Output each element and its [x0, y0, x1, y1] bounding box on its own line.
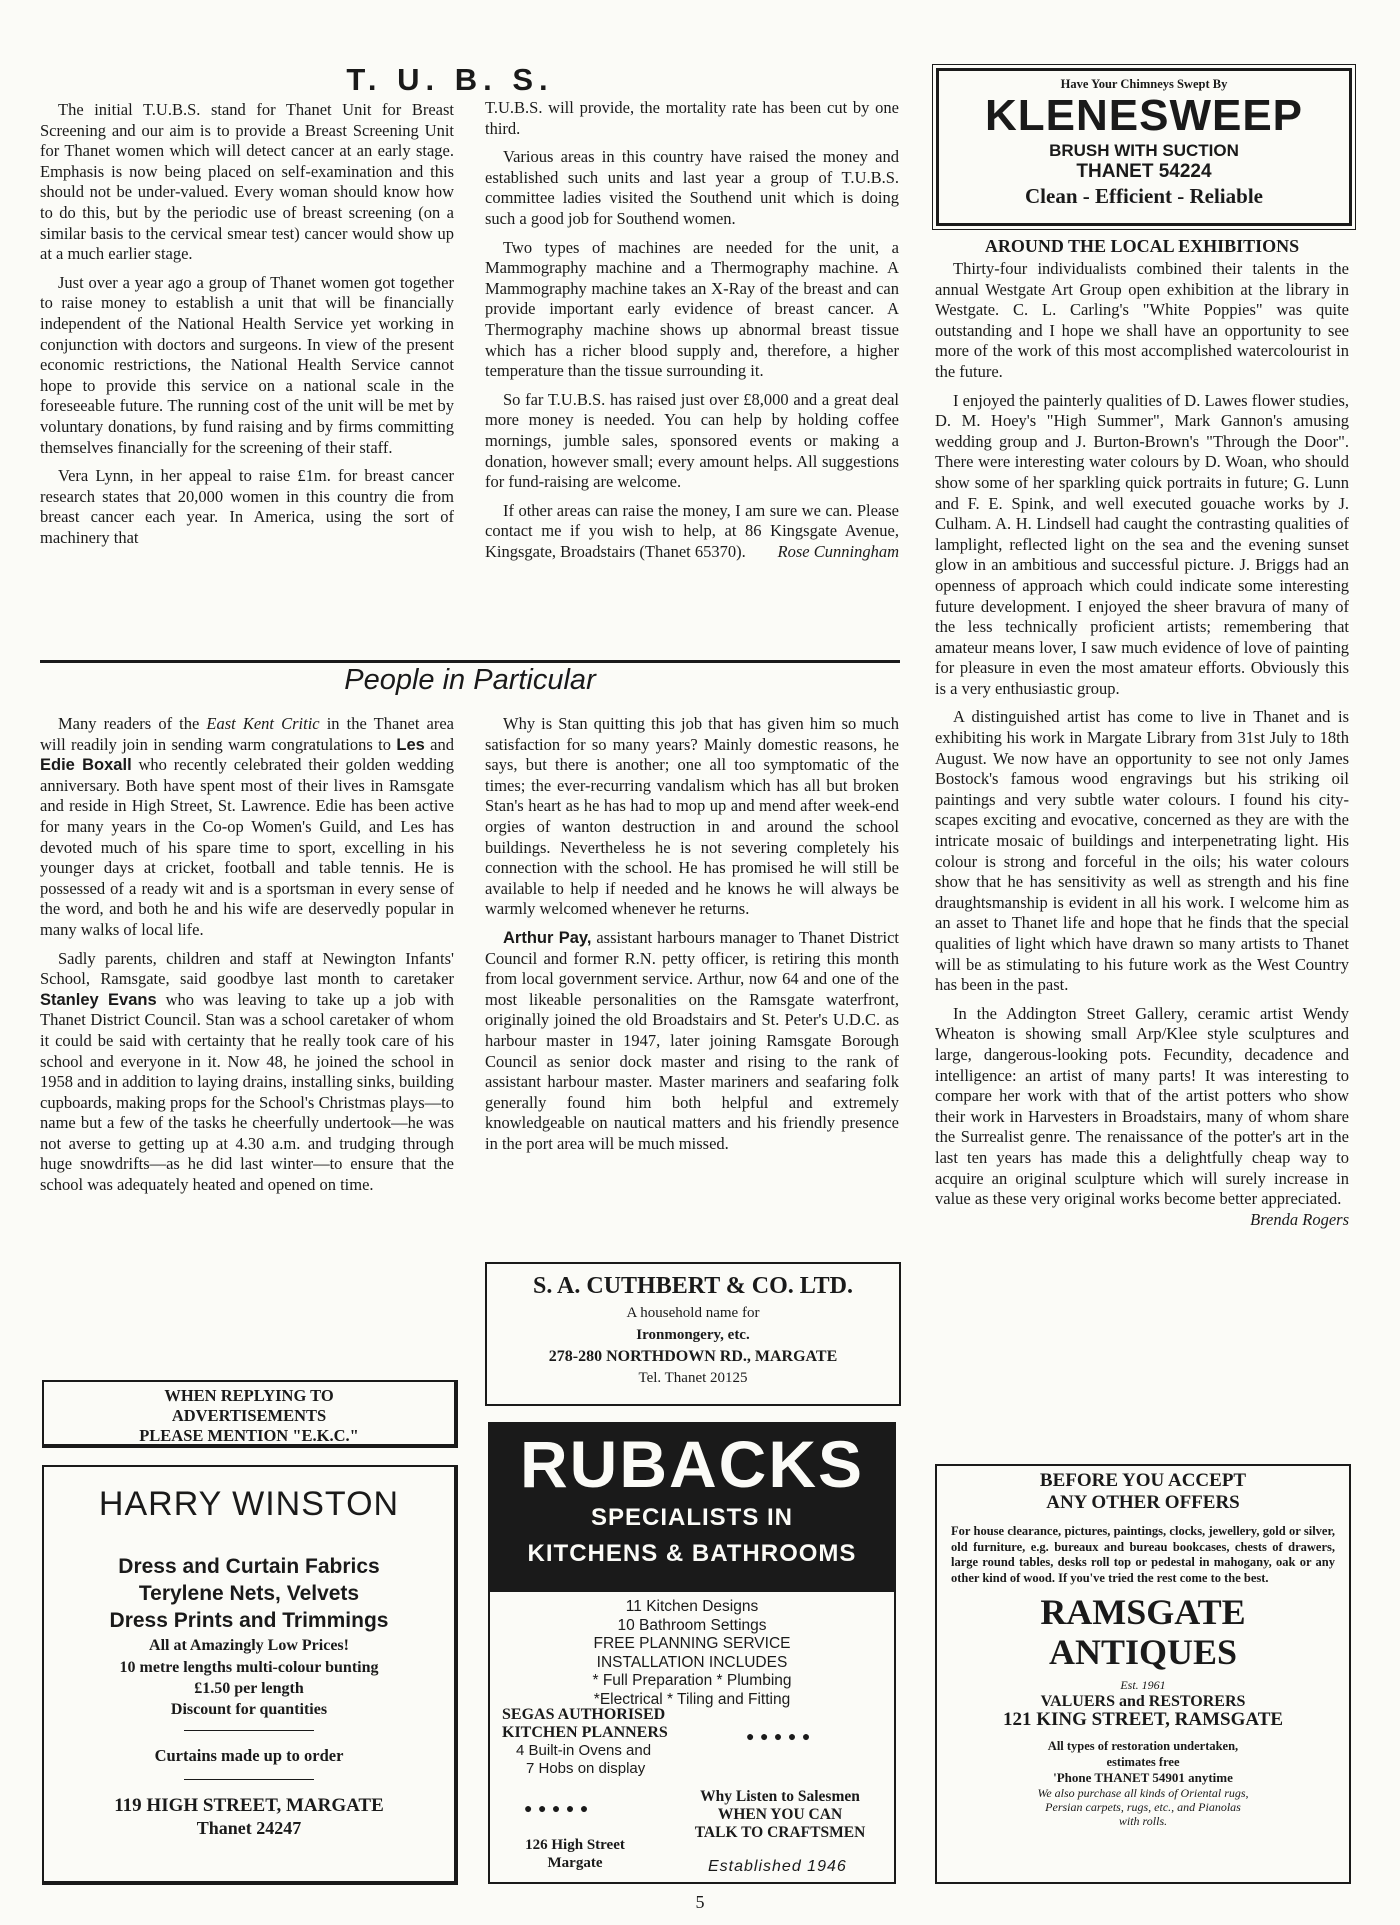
- advert-line: 278-280 NORTHDOWN RD., MARGATE: [548, 1348, 838, 1365]
- advert-line: Tel. Thanet 20125: [638, 1370, 748, 1386]
- tubs-paragraph: [485, 501, 899, 563]
- advert-line: ANY OTHER OFFERS: [1046, 1492, 1240, 1513]
- exhibitions-paragraph: A distinguished artist has come to live in Thanet and is exhibiting his work in Margate Library from 31st July to 18th August. We now have an opportunity to see not only James Bostock's famous wood engravings but his striking oil paintings and very subtle water colours. I found his city-scapes exciting and evocative, concerned as they are with the intricate mosaic of buildings and interpenetrating light. His colour is strong and forceful in the oils; his water colours show that he has sensitivity as well as strength and his fine draughtsmanship is evident in all his work. I welcome him as an asset to Thanet life and hope that he finds that the special qualities of light which have drawn so many artists to Thanet will be as stimulating to his future work as the West Country has been in the past.: [935, 707, 1349, 995]
- advert-line: Why Listen to Salesmen: [700, 1788, 860, 1805]
- advert-line: 11 Kitchen Designs: [625, 1598, 759, 1615]
- people-column-1: [40, 714, 454, 1204]
- advert-brand: S. A. CUTHBERT & CO. LTD.: [533, 1273, 853, 1299]
- advert-line: KITCHENS & BATHROOMS: [527, 1540, 857, 1567]
- advert-line: Margate: [547, 1855, 603, 1871]
- advert-line: Est. 1961: [1120, 1678, 1166, 1692]
- tubs-paragraph: Vera Lynn, in her appeal to raise £1m. for breast cancer research states that 20,000 women in this country die from breast cancer each year. In America, using the sort of machinery that: [40, 466, 454, 547]
- advert-rule: [184, 1779, 314, 1794]
- advert-line: * Full Preparation * Plumbing: [592, 1672, 792, 1689]
- advert-line: Dress and Curtain Fabrics: [118, 1555, 380, 1578]
- tubs-column-2: [485, 98, 899, 570]
- advert-line: All types of restoration undertaken,: [1047, 1739, 1239, 1753]
- advert-line: Discount for quantities: [170, 1701, 328, 1718]
- text-run: assistant harbours manager to Thanet District Council and former R.N. petty officer, is retiring this month from local government service. Arthur, now 64 and one of the most likeable personalities on the Ramsgate waterfront, originally joined the old Broadstairs and St. Peter's U.D.C. as harbour master in 1947, later joining Ramsgate Borough Council as senior dock master and rising to the rank of assistant harbour master. Master mariners and seafaring folk generally found him both helpful and extremely knowledgeable on nautical matters and his friendly presence in the port area will be much missed.: [485, 927, 899, 1153]
- tubs-paragraph: Two types of machines are needed for the unit, a Mammography machine and a Thermography machine. A Mammography machine takes an X-Ray of the breast and can provide important early evidence of breast cancer. A Thermography machine shows up abnormal breast tissue which has a richer blood supply and, therefore, a higher temperature than the tissue surrounding it.: [485, 237, 899, 381]
- exhibitions-paragraph: I enjoyed the painterly qualities of D. Lawes flower studies, D. M. Hoey's "High Summer", Mark Gannon's amusing wedding group and J. Burton-Brown's "Through the Door". There were interesting water colours by D. Woan, who should show some of her sparkling quick portraits in future; G. Lunn and F. E. Spink, and well executed gouache works by J. Culham. A. H. Lindsell had caught the contrasting qualities of lamplight, reflected light on the sea and the evening sunset glow in an ambitious and successful picture. J. Briggs had an openness of approach which could indicate some interesting future development. I enjoyed the sheer bravura of many of the less technically proficient artists; remembering that amateur means lover, I saw much evidence of love of painting for pleasure in even the most amateur efforts. Obviously this is a very enthusiastic group.: [935, 390, 1349, 698]
- tubs-paragraph: Various areas in this country have raised the money and established such units and last year a group of T.U.B.S. committee ladies visited the Southend unit which is doing such a good job for Southend women.: [485, 147, 899, 228]
- advert-line: estimates free: [1106, 1755, 1180, 1769]
- rubacks-address: [500, 1836, 650, 1872]
- advert-line: KITCHEN PLANNERS: [502, 1724, 668, 1741]
- spacer: [44, 1525, 454, 1553]
- tubs-column-1: [40, 100, 454, 556]
- advert-line: Thanet 24247: [196, 1818, 302, 1838]
- advert-line: Dress Prints and Trimmings: [109, 1609, 389, 1632]
- exhibitions-column: [935, 236, 1349, 1230]
- text-run: Many readers of the: [58, 714, 207, 733]
- advert-line: We also purchase all kinds of Oriental rugs,: [1037, 1786, 1249, 1800]
- text-run: who was leaving to take up a job with Thanet District Council. Stan was a school caretaker of whom it could be said with certainty that he really took care of his school and everyone in it. Now 48, he joined the school in 1958 and in addition to laying drains, installing sinks, building cupboards, making props for the School's Christmas plays—to name but a few of the tasks he cheerfully undertook—he was not averse to getting up at 4.30 a.m. and trudging through huge snowdrifts—as he did last winter—to ensure that the school was adequately heated and opened on time.: [40, 989, 454, 1195]
- advert-line: TALK TO CRAFTSMEN: [694, 1824, 866, 1841]
- advert-line: Clean - Efficient - Reliable: [1025, 184, 1263, 208]
- advert-line: 4 Built-in Ovens and: [516, 1742, 652, 1759]
- person-name: Arthur Pay,: [503, 928, 592, 947]
- kleensweep-advert: [936, 68, 1352, 226]
- advert-line: Curtains made up to order: [154, 1746, 344, 1765]
- text-run: in the Thanet area will readily join in sending warm congratulations to: [40, 714, 454, 754]
- rubacks-segas-block: [502, 1706, 722, 1778]
- text-run: In the Addington Street Gallery, ceramic artist Wendy Wheaton is showing small Arp/Klee style sculptures and large, dangerous-looking pots. Fecundity, decadence and intelligence: an artist of many parts! It was interesting to compare her work with that of the artist potters who show their work in Harvesters in Broadstairs, many of whom share the Surrealist genre. The renaissance of the potter's art in the last ten years has made this a delightfully cheap way to acquire an original sculpture which will surely increase in value as these very original works become better appreciated.: [935, 1003, 1349, 1209]
- text-run: Sadly parents, children and staff at Newington Infants' School, Ramsgate, said goodbye last month to caretaker: [40, 948, 454, 989]
- publication-name: East Kent Critic: [206, 714, 320, 733]
- advert-brand: HARRY WINSTON: [98, 1485, 400, 1523]
- tubs-paragraph: The initial T.U.B.S. stand for Thanet Unit for Breast Screening and our aim is to provide a Breast Screening Unit for Thanet women which will detect cancer at an early stage. Emphasis is now being placed on self-examination and this should not be under-valued. Every woman should know how to do this, but by the periodic use of breast screening (on a similar basis to the cervical smear test) cancer would show up at a much earlier stage.: [40, 100, 454, 264]
- advert-line: WHEN YOU CAN: [717, 1806, 843, 1823]
- ramsgate-antiques-advert: [935, 1464, 1351, 1884]
- advert-line: BEFORE YOU ACCEPT: [1039, 1470, 1247, 1491]
- tubs-author: Rose Cunningham: [777, 541, 899, 561]
- text-run: who recently celebrated their golden wedding anniversary. Both have spent most of their lives in Ramsgate and reside in High Street, St. Lawrence. Edie has been active for many years in the Co-op Women's Guild, and Les has devoted much of his spare time to sport, excelling in his younger days at cricket, football and table tennis. He is possessed of a ready wit and is a sportsman in every sense of the word, and both he and his wife are deservedly popular in many walks of local life.: [40, 755, 454, 939]
- exhibitions-paragraph: [935, 1003, 1349, 1229]
- advert-line: 10 Bathroom Settings: [617, 1616, 767, 1634]
- advert-line: A household name for: [626, 1305, 760, 1321]
- decorative-dots: ● ● ● ● ●: [746, 1730, 812, 1745]
- people-column-2: [485, 714, 899, 1162]
- rubacks-advert: [488, 1422, 896, 1884]
- advert-line: 10 metre lengths multi-colour bunting: [119, 1659, 379, 1676]
- decorative-dots: ● ● ● ● ●: [524, 1802, 590, 1817]
- rubacks-banner: [490, 1424, 894, 1592]
- advert-line: THANET 54224: [1076, 161, 1212, 182]
- advert-line: INSTALLATION INCLUDES: [596, 1653, 788, 1671]
- text-run: and: [424, 734, 455, 754]
- people-paragraph: [40, 714, 454, 941]
- people-paragraph: [485, 928, 899, 1155]
- advert-brand: RUBACKS: [520, 1427, 864, 1501]
- advert-brand: RAMSGATE: [1040, 1592, 1246, 1632]
- advert-line: Ironmongery, etc.: [636, 1327, 750, 1343]
- notice-line: PLEASE MENTION "E.K.C.": [139, 1426, 359, 1445]
- tubs-title: T. U. B. S.: [346, 62, 554, 97]
- advert-brand: KLENESWEEP: [984, 91, 1304, 140]
- advert-line: Terylene Nets, Velvets: [138, 1582, 360, 1605]
- advert-line: with rolls.: [1118, 1814, 1168, 1828]
- cuthbert-advert: [485, 1262, 901, 1406]
- advert-line: 119 HIGH STREET, MARGATE: [114, 1795, 384, 1816]
- tubs-paragraph-text: If other areas can raise the money, I am sure we can. Please contact me if you wish to help, at 86 Kingsgate Avenue, Kingsgate, Broadstairs (Thanet 65370).: [485, 500, 899, 561]
- exhibitions-paragraph: Thirty-four individualists combined their talents in the annual Westgate Art Group open exhibition at the library in Westgate. C. L. Carling's "White Poppies" was quite outstanding and I hope we shall have an opportunity to see more of the work of this most accomplished watercolourist in the future.: [935, 259, 1349, 381]
- advert-line: FREE PLANNING SERVICE: [593, 1635, 791, 1652]
- advert-line: 126 High Street: [525, 1837, 625, 1853]
- advert-body: For house clearance, pictures, paintings, clocks, jewellery, gold or silver, old furniture, e.g. bureaux and bureau bookcases, chests of drawers, large round tables, desks roll top or pedestal in mahogany, oak or any other kind of wood. If you've tried the rest come to the best.: [951, 1524, 1335, 1585]
- exhibitions-author: Brenda Rogers: [1250, 1209, 1349, 1229]
- people-paragraph: [40, 949, 454, 1196]
- advert-line: 7 Hobs on display: [526, 1760, 646, 1777]
- rubacks-slogan: [668, 1788, 892, 1842]
- person-name: Stanley Evans: [40, 990, 157, 1009]
- advert-line: BRUSH WITH SUCTION: [1049, 141, 1239, 160]
- advert-brand: ANTIQUES: [1048, 1632, 1238, 1672]
- people-paragraph: Why is Stan quitting this job that has given him so much satisfaction for so many years? Mainly domestic reasons, he says, but there is another; one all too symptomatic of the times; the ever-recurring vandalism which has all but broken Stan's heart as he has had to mop up and mend after week-end orgies of wanton destruction in and around the school buildings. Nevertheless he is not severing completely his connection with the school. He has promised he will still be available to help if needed and he knows he will always be warmly welcomed whenever he returns.: [485, 714, 899, 919]
- advert-line: All at Amazingly Low Prices!: [149, 1637, 349, 1654]
- advert-rule: [184, 1730, 314, 1745]
- notice-line: ADVERTISEMENTS: [171, 1406, 327, 1425]
- advert-line: Persian carpets, rugs, etc., and Pianolas: [1045, 1800, 1241, 1814]
- advert-line: Have Your Chimneys Swept By: [1060, 77, 1228, 91]
- tubs-paragraph: So far T.U.B.S. has raised just over £8,000 and a great deal more money is needed. You can help by holding coffee mornings, jumble sales, sponsored events or making a donation, however small; every amount helps. All suggestions for fund-raising are welcome.: [485, 389, 899, 492]
- advert-line: VALUERS and RESTORERS: [1040, 1693, 1246, 1710]
- advert-line: 'Phone THANET 54901 anytime: [1053, 1770, 1233, 1785]
- advert-line: SEGAS AUTHORISED: [502, 1706, 666, 1723]
- advert-line: *Electrical * Tiling and Fitting: [593, 1690, 791, 1708]
- advert-line: 121 KING STREET, RAMSGATE: [1002, 1709, 1284, 1730]
- page-number: 5: [695, 1892, 705, 1912]
- person-name: Edie Boxall: [40, 756, 132, 775]
- section-divider: [40, 660, 900, 663]
- people-title: People in Particular: [344, 664, 596, 696]
- tubs-paragraph: T.U.B.S. will provide, the mortality rate has been cut by one third.: [485, 98, 899, 138]
- rubacks-details: [490, 1592, 894, 1709]
- advert-line: £1.50 per length: [194, 1680, 304, 1697]
- notice-line: WHEN REPLYING TO: [164, 1386, 334, 1405]
- exhibitions-title: AROUND THE LOCAL EXHIBITIONS: [984, 236, 1300, 256]
- harry-winston-advert: [42, 1465, 458, 1885]
- advert-line: SPECIALISTS IN: [590, 1504, 794, 1531]
- advert-line: Established 1946: [708, 1858, 847, 1875]
- person-name: Les: [396, 735, 425, 754]
- tubs-paragraph: Just over a year ago a group of Thanet women got together to raise money to establish a unit that will be financially independent of the National Health Service yet working in conjunction with doctors and surgeons. In view of the present economic restrictions, the National Health Service cannot hope to provide this service on a national scale in the foreseeable future. The running cost of the unit will be met by voluntary donations, by fund raising and by firms committing themselves financially for the screening of their staff.: [40, 272, 454, 457]
- replying-notice: [42, 1380, 458, 1448]
